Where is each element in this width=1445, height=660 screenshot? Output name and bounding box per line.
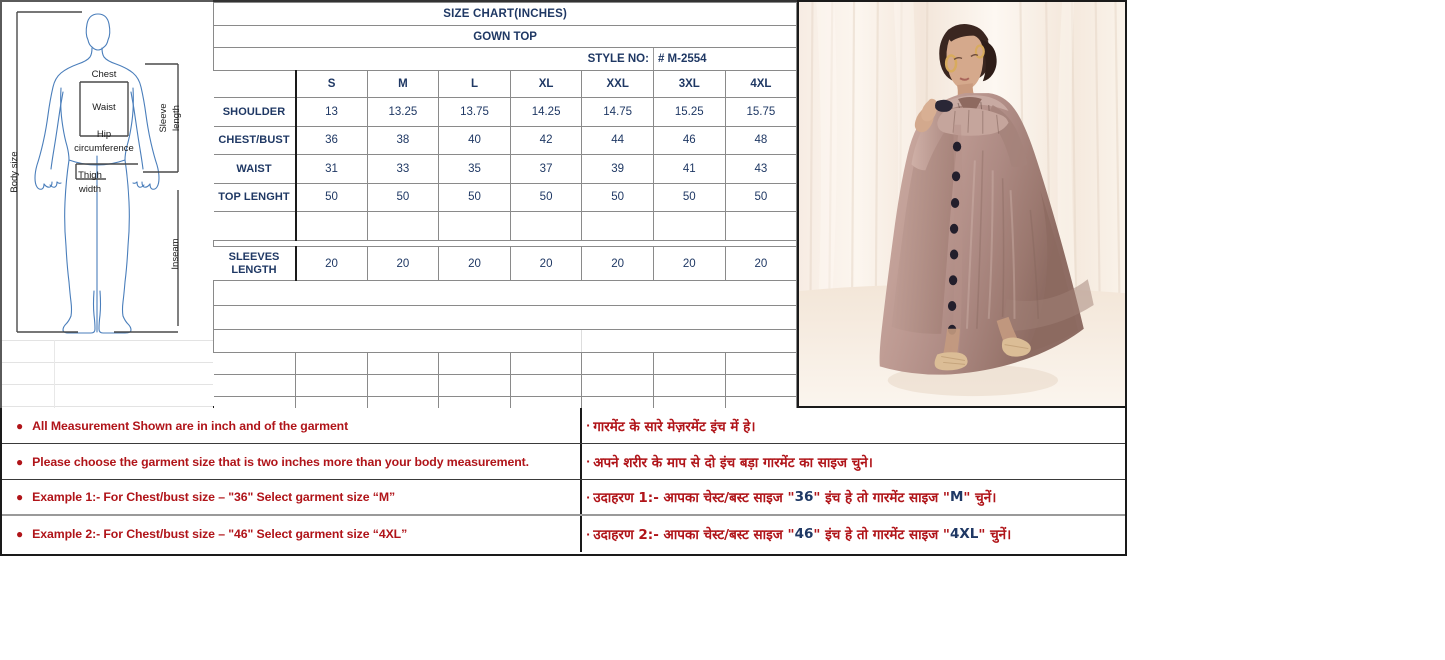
cell-waist-xxl: 39 <box>582 155 654 184</box>
note-english-1 <box>2 408 582 443</box>
chart-title: SIZE CHART(INCHES) <box>214 3 797 26</box>
sleeves-label-line2: LENGTH <box>231 263 277 276</box>
table-empty-grid-row-1 <box>214 353 797 375</box>
size-header-row <box>214 71 797 98</box>
top-section <box>0 0 1127 408</box>
row-label-top-length: TOP LENGHT <box>214 183 296 212</box>
model-photo-illustration <box>799 2 1125 406</box>
size-chart-table-wrap <box>213 0 797 408</box>
note-hindi-3 <box>582 480 1125 514</box>
row-label-chest-bust: CHEST/BUST <box>214 126 296 155</box>
size-header-l: L <box>439 71 511 98</box>
label-body-size: Body size <box>9 151 20 193</box>
cell-waist-l: 35 <box>439 155 511 184</box>
cell-waist-s: 31 <box>296 155 368 184</box>
table-empty-split-row <box>214 330 797 353</box>
note-hindi-post-4: " चुनें। <box>978 527 1012 543</box>
table-row-blank <box>214 212 797 241</box>
cell-chest-m: 38 <box>367 126 439 155</box>
table-title-row <box>214 3 797 26</box>
cell-sleeves-xl: 20 <box>510 247 582 281</box>
size-header-3xl: 3XL <box>653 71 725 98</box>
cell-shoulder-4xl: 15.75 <box>725 98 797 127</box>
cell-waist-4xl: 43 <box>725 155 797 184</box>
note-hindi-size-3: M <box>949 489 964 505</box>
table-row-top-length <box>214 183 797 212</box>
dot-icon: · <box>586 419 591 432</box>
note-row-3 <box>2 480 1125 516</box>
body-figure-svg <box>6 4 211 344</box>
row-label-sleeves-length <box>214 247 296 281</box>
note-hindi-post-3: " चुनें। <box>963 490 997 506</box>
size-header-4xl: 4XL <box>725 71 797 98</box>
note-hindi-1 <box>582 408 1125 443</box>
table-subtitle-row <box>214 26 797 48</box>
cell-blank-3xl <box>653 212 725 241</box>
bullet-icon: ● <box>16 454 24 469</box>
note-hindi-text-2: अपने शरीर के माप से दो इंच बड़ा गारमेंट का साइज चुने। <box>593 454 873 471</box>
bullet-icon: ● <box>16 418 24 433</box>
cell-chest-4xl: 48 <box>725 126 797 155</box>
cell-sleeves-4xl: 20 <box>725 247 797 281</box>
cell-shoulder-xxl: 14.75 <box>582 98 654 127</box>
cell-shoulder-3xl: 15.25 <box>653 98 725 127</box>
cell-sleeves-s: 20 <box>296 247 368 281</box>
cell-blank-xxl <box>582 212 654 241</box>
label-waist: Waist <box>92 102 116 113</box>
cell-shoulder-xl: 14.25 <box>510 98 582 127</box>
body-measurement-diagram-panel <box>0 0 213 408</box>
cell-shoulder-m: 13.25 <box>367 98 439 127</box>
note-english-text-1: All Measurement Shown are in inch and of the garment <box>32 418 349 433</box>
size-header-m: M <box>367 71 439 98</box>
cell-blank-xl <box>510 212 582 241</box>
note-english-text-3: Example 1:- For Chest/bust size – "36" Select garment size “M” <box>32 490 396 504</box>
cell-waist-3xl: 41 <box>653 155 725 184</box>
bullet-icon: ● <box>16 527 24 541</box>
table-row-shoulder <box>214 98 797 127</box>
row-label-blank <box>214 212 296 241</box>
note-row-2 <box>2 444 1125 480</box>
bullet-icon: ● <box>16 490 24 504</box>
size-chart-table <box>213 2 797 441</box>
cell-toplength-xxl: 50 <box>582 183 654 212</box>
dot-icon: · <box>586 455 591 468</box>
header-corner-cell <box>214 71 296 98</box>
note-hindi-number-4: 46 <box>794 526 814 542</box>
cell-chest-s: 36 <box>296 126 368 155</box>
note-row-1 <box>2 408 1125 444</box>
note-english-4 <box>2 516 582 552</box>
label-hip-line2: circumference <box>74 143 134 154</box>
note-hindi-4 <box>582 516 1125 552</box>
notes-section <box>0 408 1127 556</box>
cell-toplength-xl: 50 <box>510 183 582 212</box>
cell-toplength-s: 50 <box>296 183 368 212</box>
cell-sleeves-3xl: 20 <box>653 247 725 281</box>
table-empty-grid-row-2 <box>214 375 797 397</box>
cell-waist-xl: 37 <box>510 155 582 184</box>
note-english-text-2: Please choose the garment size that is two inches more than your body measurement. <box>32 454 529 469</box>
note-hindi-number-3: 36 <box>794 489 814 505</box>
style-no-label: STYLE NO: <box>214 48 654 71</box>
table-empty-wide-row-2 <box>214 306 797 330</box>
table-row-sleeves-length <box>214 247 797 281</box>
note-hindi-size-4: 4XL <box>949 526 979 542</box>
cell-sleeves-m: 20 <box>367 247 439 281</box>
size-header-s: S <box>296 71 368 98</box>
label-sleeve-line2: length <box>171 105 182 131</box>
row-label-shoulder: SHOULDER <box>214 98 296 127</box>
note-hindi-2 <box>582 444 1125 479</box>
product-photo <box>797 0 1127 408</box>
cell-blank-m <box>367 212 439 241</box>
cell-blank-s <box>296 212 368 241</box>
table-empty-wide-row-1 <box>214 281 797 306</box>
sleeves-label-line1: SLEEVES <box>228 250 280 263</box>
cell-chest-xxl: 44 <box>582 126 654 155</box>
note-row-4 <box>2 516 1125 552</box>
table-row-chest-bust <box>214 126 797 155</box>
note-hindi-pre-4: उदाहरण 2:- आपका चेस्ट/बस्ट साइज " <box>593 527 795 543</box>
row-label-waist: WAIST <box>214 155 296 184</box>
note-english-text-4: Example 2:- For Chest/bust size – "46" Select garment size “4XL” <box>32 527 408 541</box>
cell-chest-l: 40 <box>439 126 511 155</box>
label-chest: Chest <box>91 69 117 80</box>
label-hip-line1: Hip <box>96 129 112 140</box>
cell-shoulder-l: 13.75 <box>439 98 511 127</box>
cell-blank-4xl <box>725 212 797 241</box>
style-no-value: # M-2554 <box>653 48 796 71</box>
label-sleeve-line1: Sleeve <box>158 103 169 133</box>
label-inseam: Inseam <box>170 238 181 270</box>
table-style-row <box>214 48 797 71</box>
cell-toplength-3xl: 50 <box>653 183 725 212</box>
cell-toplength-m: 50 <box>367 183 439 212</box>
note-hindi-mid-3: " इंच हे तो गारमेंट साइज " <box>813 490 950 506</box>
cell-toplength-4xl: 50 <box>725 183 797 212</box>
size-header-xxl: XXL <box>582 71 654 98</box>
note-hindi-mid-4: " इंच हे तो गारमेंट साइज " <box>813 527 950 543</box>
cell-toplength-l: 50 <box>439 183 511 212</box>
chart-subtitle: GOWN TOP <box>214 26 797 48</box>
cell-blank-l <box>439 212 511 241</box>
label-thigh-line1: Thigh <box>78 170 102 181</box>
dot-icon: · <box>586 527 591 541</box>
note-english-2 <box>2 444 582 479</box>
cell-sleeves-l: 20 <box>439 247 511 281</box>
cell-waist-m: 33 <box>367 155 439 184</box>
note-hindi-pre-3: उदाहरण 1:- आपका चेस्ट/बस्ट साइज " <box>593 490 795 506</box>
table-row-waist <box>214 155 797 184</box>
cell-sleeves-xxl: 20 <box>582 247 654 281</box>
spreadsheet-gridlines <box>2 340 213 408</box>
note-english-3 <box>2 480 582 514</box>
note-hindi-text-1: गारमेंट के सारे मेज़रमेंट इंच में हे। <box>593 418 756 435</box>
dot-icon: · <box>586 490 591 504</box>
cell-shoulder-s: 13 <box>296 98 368 127</box>
size-header-xl: XL <box>510 71 582 98</box>
cell-chest-xl: 42 <box>510 126 582 155</box>
cell-chest-3xl: 46 <box>653 126 725 155</box>
label-thigh-line2: width <box>78 184 102 195</box>
